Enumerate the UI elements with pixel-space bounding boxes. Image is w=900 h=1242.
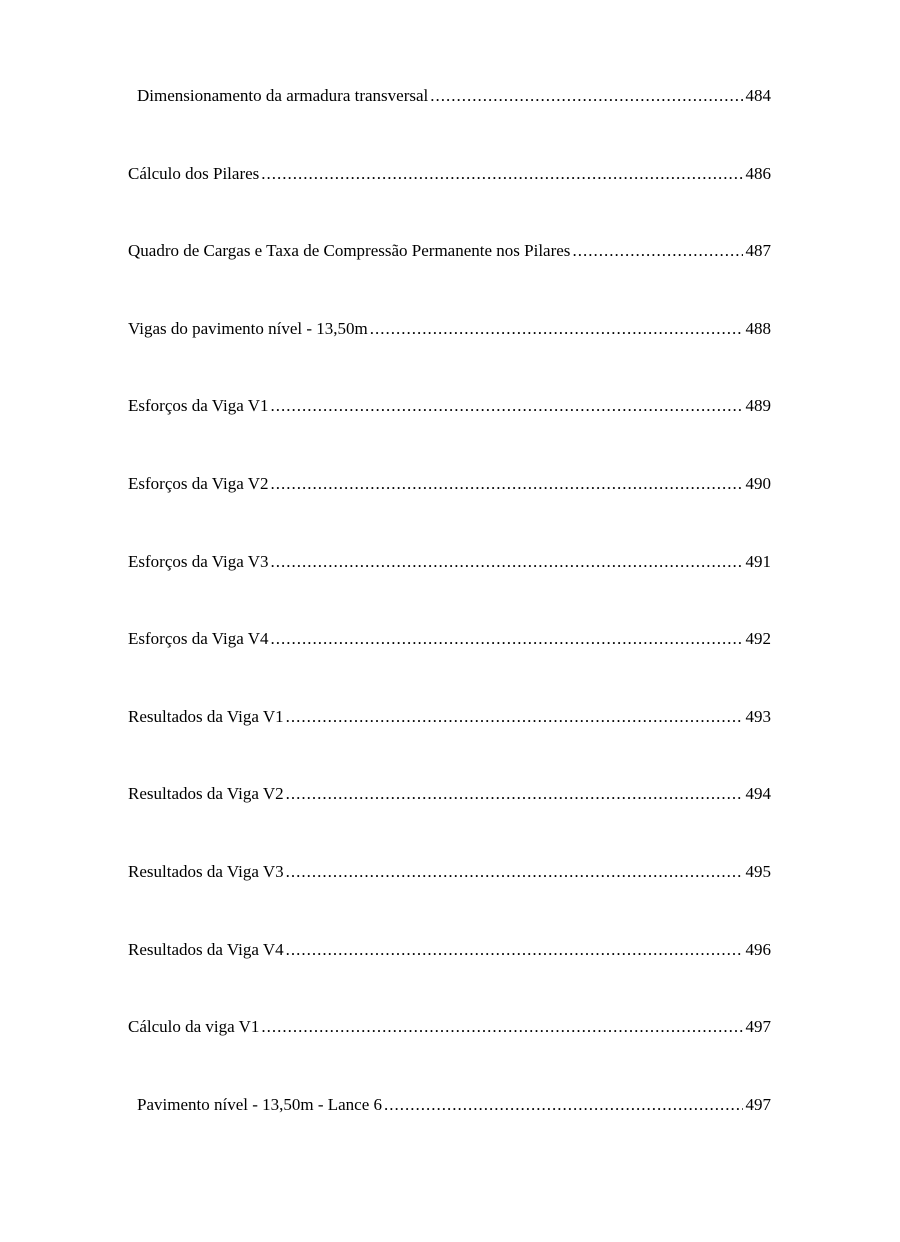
toc-dot-leader	[286, 861, 743, 883]
toc-entry[interactable]	[128, 1016, 771, 1094]
toc-entry-title: Vigas do pavimento nível - 13,50m	[128, 318, 368, 338]
toc-entry-title: Resultados da Viga V2	[128, 784, 284, 804]
toc-entry[interactable]	[128, 861, 771, 939]
toc-entry-title: Cálculo da viga V1	[128, 1017, 260, 1037]
toc-entry[interactable]	[128, 628, 771, 706]
toc-dot-leader	[286, 783, 743, 805]
toc-page-number: 494	[745, 784, 771, 804]
toc-dot-leader	[261, 163, 742, 185]
toc-entry[interactable]	[128, 551, 771, 629]
toc-entry[interactable]	[128, 395, 771, 473]
toc-dot-leader	[286, 939, 743, 961]
toc-dot-leader	[384, 1094, 742, 1116]
toc-entry-title: Dimensionamento da armadura transversal	[137, 86, 429, 105]
toc-entry-title: Resultados da Viga V1	[128, 706, 284, 726]
toc-entry-title: Quadro de Cargas e Taxa de Compressão Permanente nos Pilares	[128, 241, 571, 261]
toc-page-number: 492	[745, 629, 771, 649]
toc-dot-leader	[270, 628, 742, 650]
toc-page-number: 486	[745, 163, 771, 183]
toc-entry-title: Esforços da Viga V4	[128, 629, 269, 649]
toc-entry-title: Cálculo dos Pilares	[128, 163, 260, 183]
toc-entry[interactable]	[128, 783, 771, 861]
toc-dot-leader	[270, 395, 742, 417]
toc-entry-title: Resultados da Viga V3	[128, 861, 284, 881]
toc-dot-leader	[286, 706, 743, 728]
toc-dot-leader	[270, 473, 742, 495]
toc-page-number: 488	[745, 318, 771, 338]
table-of-contents	[128, 85, 771, 1171]
toc-entry-title: Resultados da Viga V4	[128, 939, 284, 959]
toc-page-number: 487	[745, 241, 771, 261]
toc-dot-leader	[261, 1016, 742, 1038]
toc-page-number: 493	[745, 706, 771, 726]
toc-entry[interactable]	[128, 939, 771, 1017]
toc-page-number: 484	[745, 86, 771, 105]
toc-page-number: 495	[745, 861, 771, 881]
toc-dot-leader	[572, 240, 742, 262]
toc-entry-title: Esforços da Viga V2	[128, 473, 269, 493]
toc-entry-title: Esforços da Viga V3	[128, 551, 269, 571]
toc-entry[interactable]	[128, 473, 771, 551]
toc-entry[interactable]	[128, 706, 771, 784]
toc-page-number: 496	[745, 939, 771, 959]
toc-entry[interactable]	[128, 163, 771, 241]
toc-entry[interactable]	[128, 85, 771, 163]
toc-dot-leader	[270, 551, 742, 573]
toc-dot-leader	[370, 318, 743, 340]
toc-entry[interactable]	[128, 1094, 771, 1172]
toc-entry-title: Pavimento nível - 13,50m - Lance 6	[137, 1094, 383, 1114]
toc-page-number: 489	[745, 396, 771, 416]
toc-page-number: 490	[745, 473, 771, 493]
toc-page-number: 497	[745, 1017, 771, 1037]
toc-entry[interactable]	[128, 318, 771, 396]
toc-page-number: 497	[745, 1094, 771, 1114]
toc-entry-title: Esforços da Viga V1	[128, 396, 269, 416]
toc-dot-leader	[430, 85, 742, 107]
toc-entry[interactable]	[128, 240, 771, 318]
toc-page-number: 491	[745, 551, 771, 571]
